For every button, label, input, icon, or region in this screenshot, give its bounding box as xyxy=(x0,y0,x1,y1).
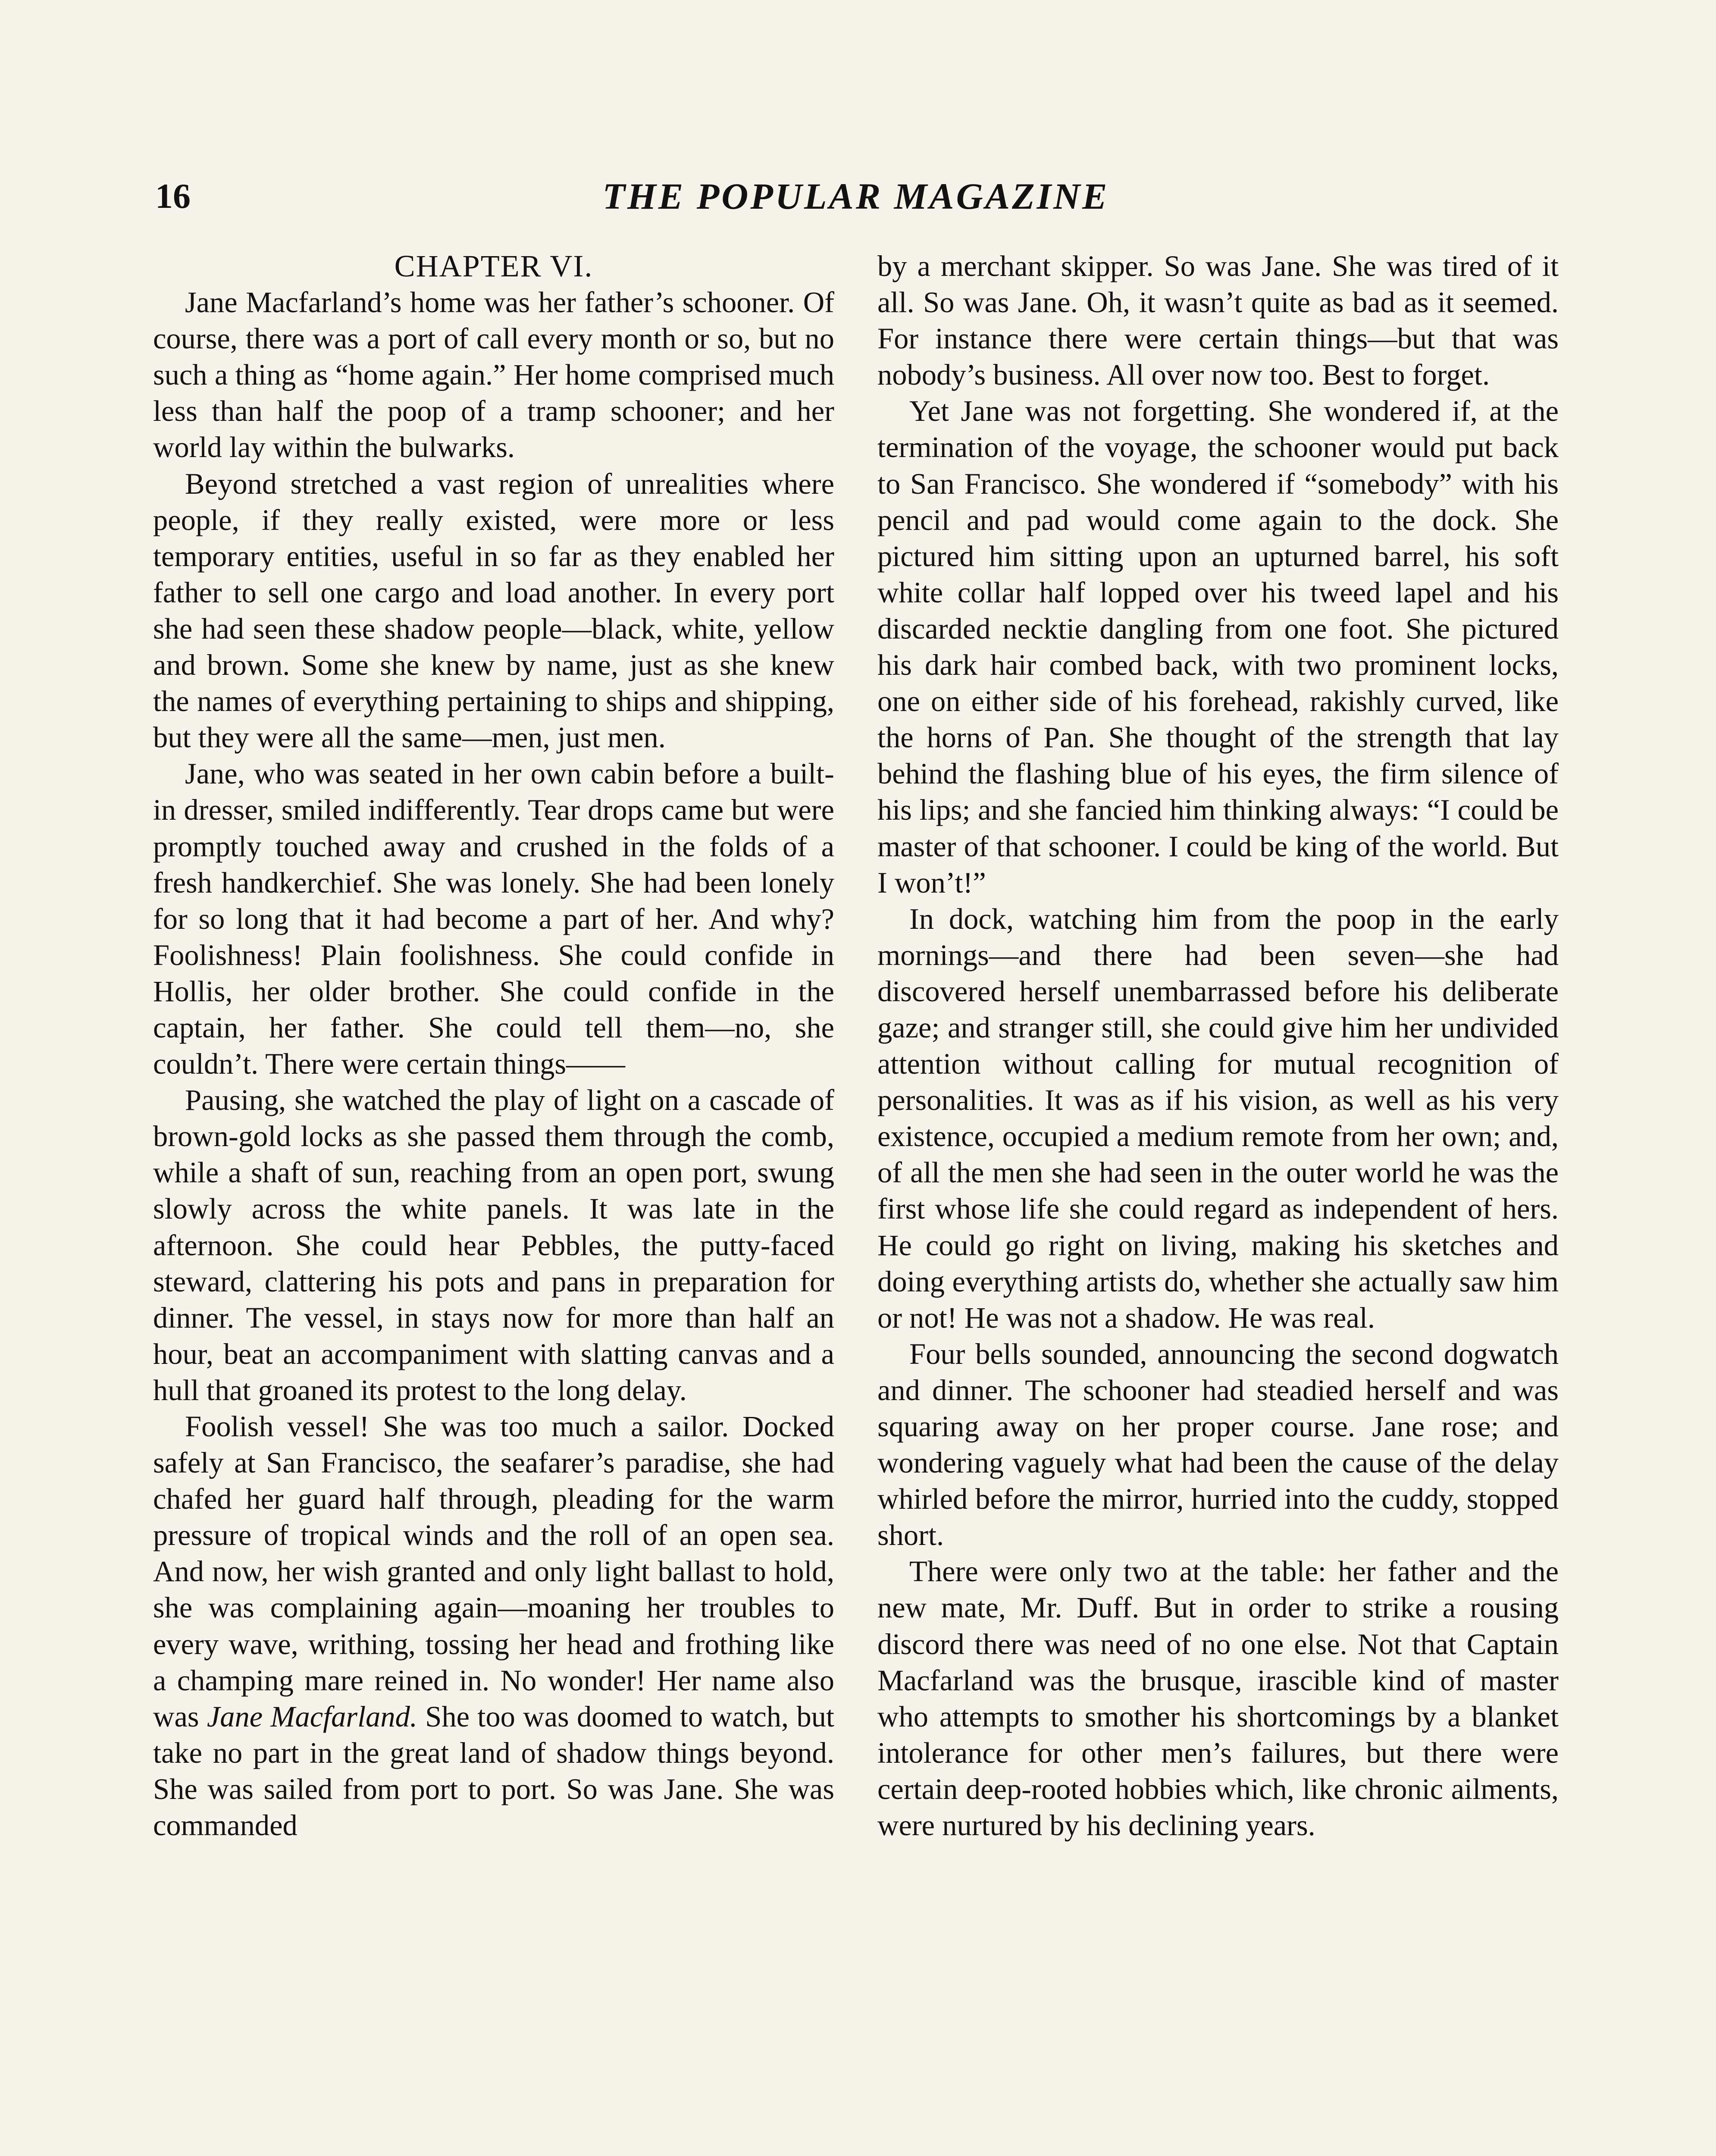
paragraph-with-ship-name xyxy=(153,1408,834,1843)
page-number: 16 xyxy=(155,176,191,216)
page-header xyxy=(155,172,1556,220)
paragraph: In dock, watching him from the poop in the early mornings—and there had been seven—she had discovered herself unembarrassed before his deliberate gaze; and stranger still, she could give him her undivided attention without calling for mutual recognition of personalities. It was as if his vision, as well as his very existence, occupied a medium remote from her own; and, of all the men she had seen in the outer world he was the first whose life she could regard as independent of hers. He could go right on living, making his sketches and doing everything artists do, whether she actually saw him or not! He was not a shadow. He was real. xyxy=(877,902,1559,1334)
left-column xyxy=(153,248,834,1843)
running-head-title: THE POPULAR MAGAZINE xyxy=(602,175,1109,217)
paragraph: Beyond stretched a vast region of unrealities where people, if they really existed, were more or less temporary entities, useful in so far as they enabled her father to sell one cargo and load another. In every port she had seen these shadow people—black, white, yellow and brown. Some she knew by name, just as she knew the names of everything pertaining to ships and shipping, but they were all the same—men, just men. xyxy=(153,467,834,754)
paragraph-text: Foolish vessel! She was too much a sailor. Docked safely at San Francisco, the seafarer’s paradise, she had chafed her guard half through, pleading for the warm pressure of tropical winds and the roll of an open sea. And now, her wish granted and only light ballast to hold, she was complaining again—moaning her troubles to every wave, writhing, tossing her head and frothing like a champing mare reined in. No wonder! Her name also was xyxy=(153,1410,834,1733)
paragraph: Jane, who was seated in her own cabin before a built-in dresser, smiled indifferently. Tear drops came but were promptly touched away and crushed in the folds of a fresh handkerchief. She was lonely. She had been lonely for so long that it had become a part of her. And why? Foolishness! Plain foolishness. She could confide in Hollis, her older brother. She could confide in the captain, her father. She could tell them—no, she couldn’t. There were certain things—— xyxy=(153,757,834,1081)
ship-name-italic: Jane Macfarland. xyxy=(207,1700,417,1733)
right-column xyxy=(877,248,1559,1843)
paragraph: Jane Macfarland’s home was her father’s schooner. Of course, there was a port of call every month or so, but no such a thing as “home again.” Her home comprised much less than half the poop of a tramp schooner; and her world lay within the bulwarks. xyxy=(153,286,834,464)
chapter-heading: CHAPTER VI. xyxy=(394,249,593,283)
paragraph: Pausing, she watched the play of light on a cascade of brown-gold locks as she passed them through the comb, while a shaft of sun, reaching from an open port, swung slowly across the white panels. It was late in the afternoon. She could hear Pebbles, the putty-faced steward, clattering his pots and pans in preparation for dinner. The vessel, in stays now for more than half an hour, beat an accompaniment with slatting canvas and a hull that groaned its protest to the long delay. xyxy=(153,1084,834,1407)
continued-paragraph: by a merchant skipper. So was Jane. She was tired of it all. So was Jane. Oh, it wasn’t quite as bad as it seemed. For instance there were certain things—but that was nobody’s business. All over now too. Best to forget. xyxy=(877,250,1559,392)
paragraph: There were only two at the table: her father and the new mate, Mr. Duff. But in order to strike a rousing discord there was need of no one else. Not that Captain Macfarland was the brusque, irascible kind of master who attempts to smother his shortcomings by a blanket intolerance for other men’s failures, but there were certain deep-rooted hobbies which, like chronic ailments, were nurtured by his declining years. xyxy=(877,1555,1559,1842)
paragraph: Four bells sounded, announcing the second dogwatch and dinner. The schooner had steadied herself and was squaring away on her proper course. Jane rose; and wondering vaguely what had been the cause of the delay whirled before the mirror, hurried into the cuddy, stopped short. xyxy=(877,1337,1559,1552)
paragraph: Yet Jane was not forgetting. She wondered if, at the termination of the voyage, the schooner would put back to San Francisco. She wondered if “somebody” with his pencil and pad would come again to the dock. She pictured him sitting upon an upturned barrel, his soft white collar half lopped over his tweed lapel and his discarded necktie dangling from one foot. She pictured his dark hair combed back, with two prominent locks, one on either side of his forehead, rakishly curved, like the horns of Pan. She thought of the strength that lay behind the flashing blue of his eyes, the firm silence of his lips; and she fancied him thinking always: “I could be master of that schooner. I could be king of the world. But I won’t!” xyxy=(877,395,1559,899)
paragraph-text: She too was doomed to watch, but take no part in the great land of shadow things beyond. She was sailed from port to port. So was Jane. She was commanded xyxy=(153,1700,834,1842)
